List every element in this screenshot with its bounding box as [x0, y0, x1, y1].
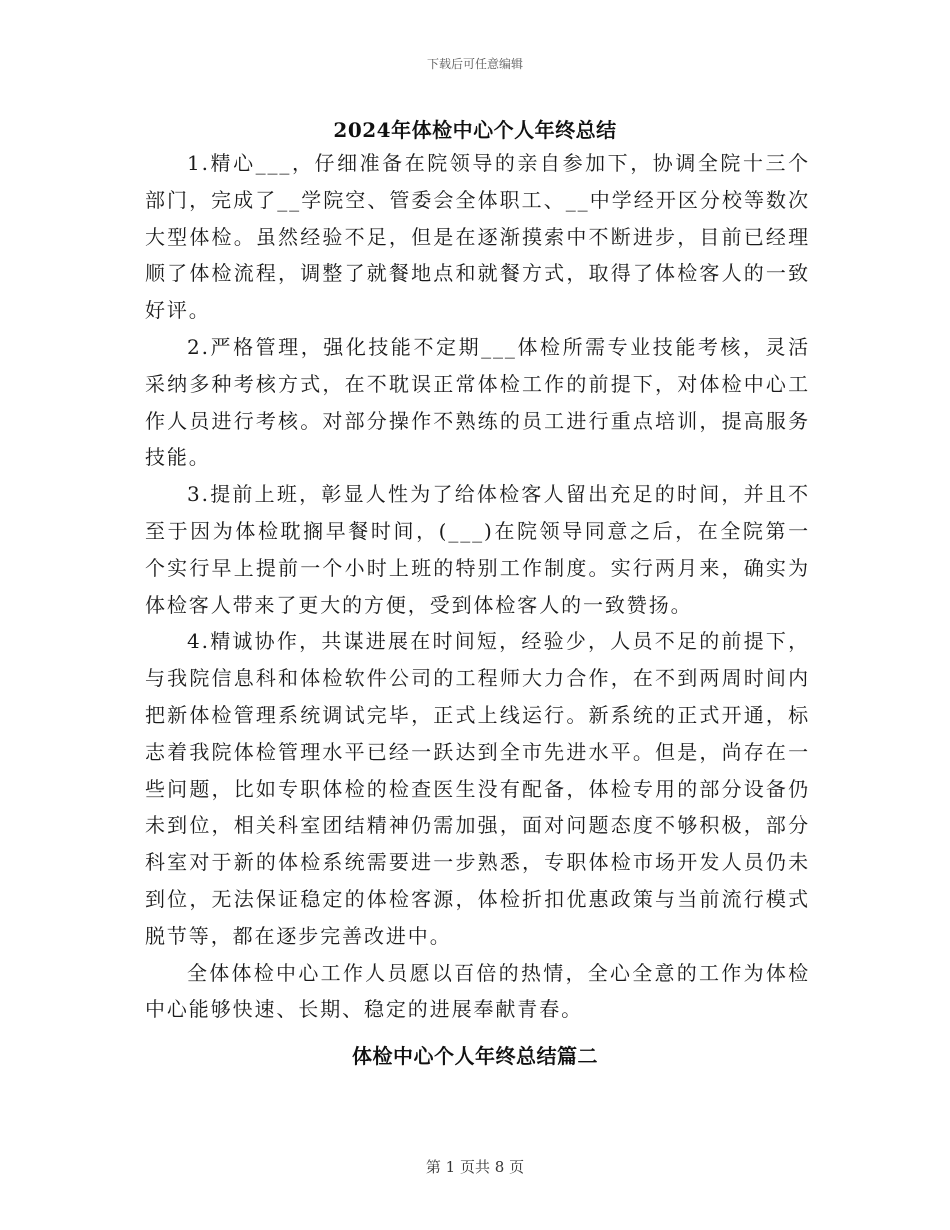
paragraph-5: 全体体检中心工作人员愿以百倍的热情，全心全意的工作为体检中心能够快速、长期、稳定的进展奉献青春。: [145, 960, 810, 1022]
paragraph-4: 4.精诚协作，共谋进展在时间短，经验少，人员不足的前提下，与我院信息科和体检软件公司的工程师大力合作，在不到两周时间内把新体检管理系统调试完毕，正式上线运行。新系统的正式开通，标志着我院体检管理水平已经一跃达到全市先进水平。但是，尚存在一些问题，比如专职体检的检查医生没有配备，体检专用的部分设备仍未到位，相关科室团结精神仍需加强，面对问题态度不够积极，部分科室对于新的体检系统需要进一步熟悉，专职体检市场开发人员仍未到位，无法保证稳定的体检客源，体检折扣优惠政策与当前流行模式脱节等，都在逐步完善改进中。: [145, 629, 810, 948]
document-title: 2024年体检中心个人年终总结: [333, 118, 617, 142]
document-body: [145, 145, 810, 1028]
paragraph-3: 3.提前上班，彰显人性为了给体检客人留出充足的时间，并且不至于因为体检耽搁早餐时间，(___)在院领导同意之后，在全院第一个实行早上提前一个小时上班的特别工作制度。实行两月来，确实为体检客人带来了更大的方便，受到体检客人的一致赞扬。: [145, 482, 810, 617]
section-title: 体检中心个人年终总结篇二: [352, 1044, 598, 1068]
page-number: 第 1 页共 8 页: [425, 1158, 525, 1176]
download-note: 下载后可任意编辑: [426, 57, 523, 71]
paragraph-1: 1.精心___，仔细准备在院领导的亲自参加下，协调全院十三个部门，完成了__学院空、管委会全体职工、__中学经开区分校等数次大型体检。虽然经验不足，但是在逐渐摸索中不断进步，目前已经理顺了体检流程，调整了就餐地点和就餐方式，取得了体检客人的一致好评。: [145, 151, 810, 323]
paragraph-2: 2.严格管理，强化技能不定期___体检所需专业技能考核，灵活采纳多种考核方式，在不耽误正常体检工作的前提下，对体检中心工作人员进行考核。对部分操作不熟练的员工进行重点培训，提高服务技能。: [145, 334, 810, 470]
